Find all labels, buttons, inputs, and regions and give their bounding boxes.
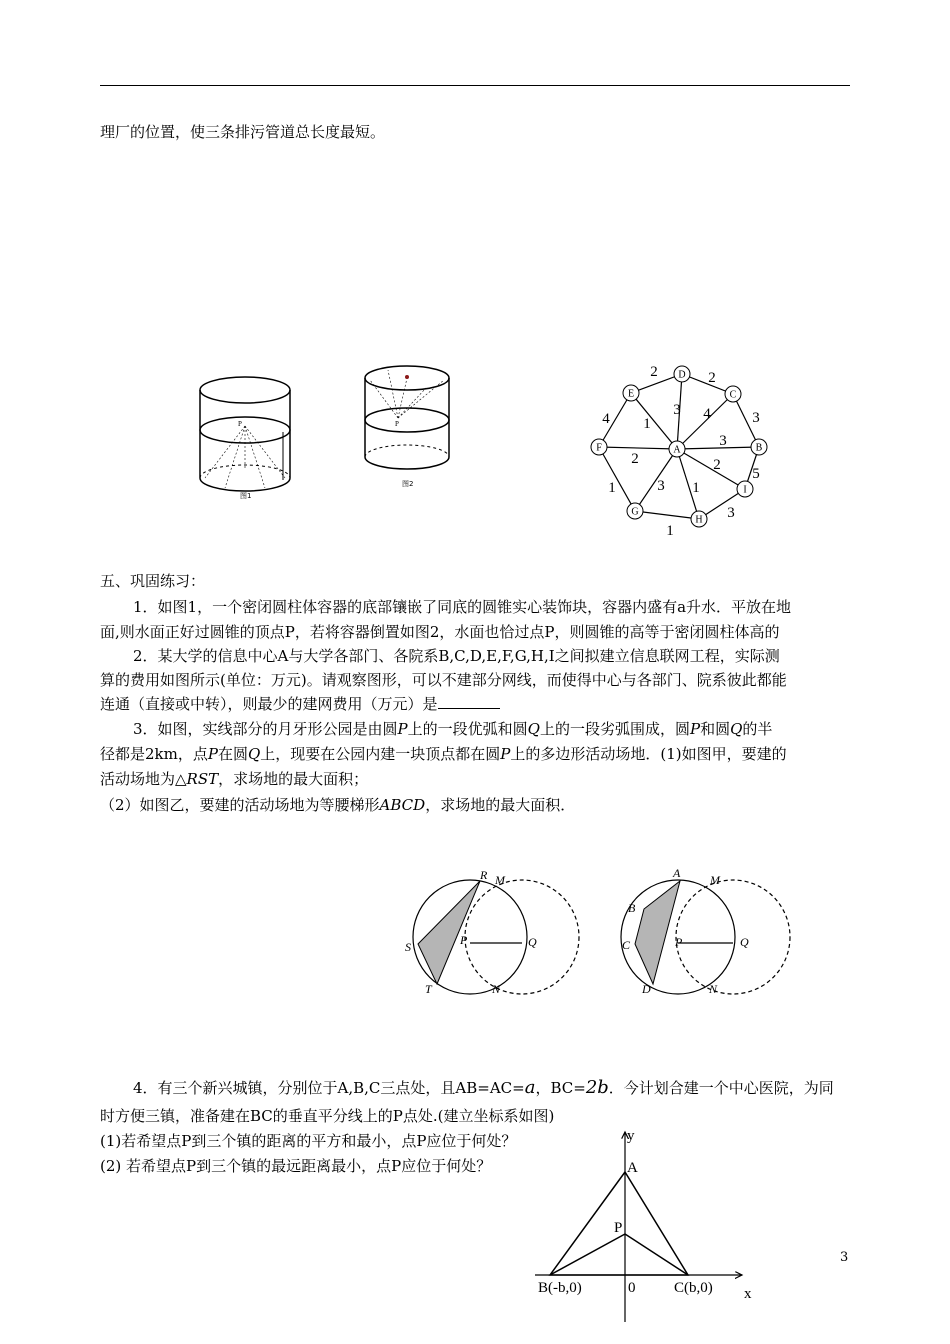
q3-line4 [100,795,575,815]
q3-text: ，求场地的最大面积． [425,796,576,814]
q2-line3 [100,694,500,714]
q3-text: 上的一段劣弧围成，圆 [539,720,690,738]
graph-node-label: F [596,442,602,454]
park2-label: A [673,866,681,880]
cylinder1-point-label: P [238,420,242,428]
graph-edge-H-G [635,511,699,519]
park1-label: M [495,873,505,887]
q3-var: P [500,745,511,763]
park2-label: B [628,901,636,915]
graph-edge-cost: 1 [643,416,651,432]
graph-edge-cost: 3 [727,505,735,521]
graph-edge-cost: 1 [666,523,674,539]
q3-text: 的半 [742,720,773,738]
q4-line3: (1)若希望点P到三个镇的距离的平方和最小，点P应位于何处？ [100,1132,517,1150]
cylinder2-point-label: P [395,420,399,428]
park2-label: M [710,873,720,887]
answer-blank [438,694,500,709]
park1-label: Q [528,935,537,949]
q3-var: ABCD [379,796,426,814]
q3-line2 [100,744,787,764]
graph-node-label: H [695,514,703,526]
q3-text: （2）如图乙，要建的活动场地为等腰梯形 [100,796,380,814]
q3-text: 径都是2km，点 [100,745,208,763]
graph-edge-cost: 3 [657,478,665,494]
coord-label: x [744,1286,752,1302]
graph-edge-cost: 4 [703,406,711,422]
q3-var: Q [247,745,261,763]
graph-node-label: E [627,388,635,400]
graph-node-label: G [631,506,639,518]
coordinate-figure [530,1122,760,1344]
q3-text: 3．如图，实线部分的月牙形公园是由圆 [133,720,398,738]
graph-edge-cost: 3 [752,410,760,426]
coord-label: y [627,1128,635,1144]
graph-edge-cost: 1 [608,480,616,496]
graph-edge-A-B [677,447,759,449]
cylinder-figure-2 [358,360,458,480]
graph-edge-cost: 2 [650,364,658,380]
q4-var: 2b [585,1077,609,1098]
graph-edge-cost: 4 [602,411,610,427]
q3-var: P [397,720,408,738]
q3-text: 上，现要在公园内建一块顶点都在圆 [260,745,501,763]
graph-node-label: I [743,484,747,496]
graph-edge-cost: 5 [752,466,760,482]
graph-edge-A-E [631,393,677,449]
coord-label: A [627,1160,638,1176]
graph-edge-cost: 3 [719,433,727,449]
park1-label: N [492,982,501,996]
intro-line: 理厂的位置，使三条排污管道总长度最短。 [100,123,386,141]
q3-var: P [689,720,701,738]
graph-edge-cost: 2 [713,457,721,473]
graph-node-label: C [729,389,737,401]
q3-text: ，求场地的最大面积； [218,770,369,788]
q2-line3-text: 连通（直接或中转），则最少的建网费用（万元）是 [100,695,438,713]
q3-var: Q [730,720,743,738]
q3-var: Q [527,720,540,738]
q3-text: 活动场地为△ [100,770,187,788]
graph-edge-A-F [599,447,677,449]
cylinder-figure-1 [195,370,305,500]
q4-text: ，BC= [535,1079,586,1097]
q2-line2: 算的费用如图所示(单位：万元)。请观察图形，可以不建部分网线，而使得中心与各部门、院系彼此都能 [100,671,787,689]
q3-text: 和圆 [700,720,731,738]
section-title: 五、巩固练习： [100,572,206,590]
graph-edge-cost: 3 [673,402,681,418]
park2-label: C [622,938,631,952]
q4-line4: (2) 若希望点P到三个镇的最远距离最小，点P应位于何处？ [100,1157,492,1175]
park-figure-2 [615,862,805,1007]
q4-text: ．今计划合建一个中心医院，为同 [608,1079,834,1097]
graph-node-label: D [678,369,686,381]
cylinder1-caption: 图1 [240,492,252,500]
park1-label: S [405,940,411,954]
header-rule [100,85,850,86]
q3-text: 在圆 [217,745,248,763]
graph-edge-G-F [599,447,635,511]
park2-label: D [642,982,651,996]
q3-var: RST [186,770,219,788]
coord-label: C(b,0) [674,1280,713,1296]
graph-node-label: B [755,442,763,454]
q1-line2: 面,则水面正好过圆锥的顶点P，若将容器倒置如图2，水面也恰过点P，则圆锥的高等于密闭圆柱体高的 [100,623,780,641]
coord-label: P [614,1220,623,1236]
network-graph [585,360,785,540]
q3-line3 [100,769,368,789]
graph-edge-cost: 1 [692,480,700,496]
park1-label: P [460,933,468,947]
park-figure-1 [400,862,590,1007]
q3-text: 上的多边形活动场地．(1)如图甲，要建的 [510,745,787,763]
q1-line1: 1．如图1，一个密闭圆柱体容器的底部镶嵌了同底的圆锥实心装饰块，容器内盛有a升水．平放在地 [133,598,792,616]
park2-label: Q [740,935,749,949]
page-number: 3 [840,1250,849,1265]
q3-var: P [207,745,218,763]
park2-label: N [709,982,718,996]
graph-edge-cost: 2 [708,370,716,386]
graph-edge-A-G [635,449,677,511]
q3-line1 [133,719,772,739]
coord-label: 0 [628,1280,636,1296]
q2-line1: 2．某大学的信息中心A与大学各部门、各院系B,C,D,E,F,G,H,I之间拟建立信息联网工程，实际测 [133,647,780,665]
cylinder2-caption: 图2 [402,480,414,488]
q4-line2: 时方便三镇，准备建在BC的垂直平分线上的P点处.(建立坐标系如图) [100,1107,555,1125]
park2-label: P [675,935,683,949]
q4-text: 4．有三个新兴城镇，分别位于A,B,C三点处，且AB=AC= [133,1079,525,1097]
coord-label: B(-b,0) [538,1280,582,1296]
park1-label: T [425,982,432,996]
q4-line1 [133,1078,834,1098]
graph-edge-cost: 2 [631,451,639,467]
q3-text: 上的一段优弧和圆 [407,720,528,738]
park1-label: R [480,868,488,882]
q4-var: a [524,1077,536,1098]
graph-node-label: A [673,444,681,456]
